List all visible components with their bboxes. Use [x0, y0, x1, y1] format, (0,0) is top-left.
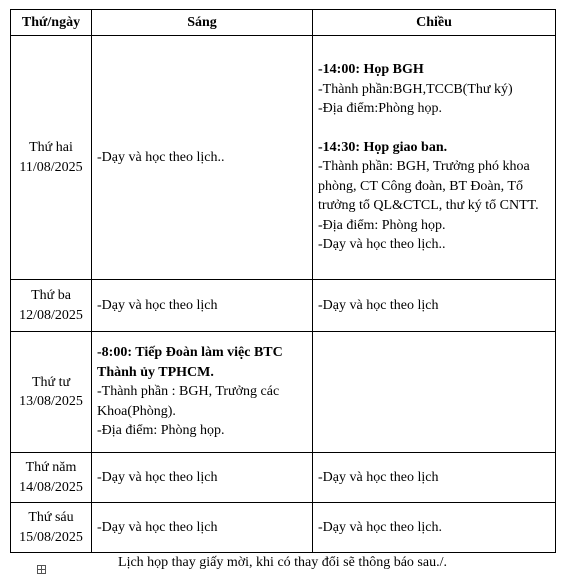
- day-name: Thứ tư: [31, 374, 71, 390]
- day-name: Thứ ba: [31, 288, 71, 303]
- meeting-place: -Địa điểm: Phòng họp.: [318, 217, 446, 233]
- afternoon-cell: [313, 332, 556, 453]
- header-row: [11, 10, 556, 36]
- day-date: 13/08/2025: [19, 394, 83, 409]
- footer-note: Lịch họp thay giấy mời, khi có thay đổi sẽ thông báo sau./.: [118, 555, 447, 570]
- morning-text: -Dạy và học theo lịch..: [97, 149, 225, 165]
- day-date: 15/08/2025: [19, 529, 83, 545]
- afternoon-cell: -Dạy và học theo lịch: [313, 280, 556, 332]
- day-cell: [11, 453, 92, 503]
- day-cell: [11, 280, 92, 332]
- morning-cell: [92, 332, 313, 453]
- afternoon-cell: -Dạy và học theo lịch: [313, 453, 556, 503]
- table-row: [11, 280, 556, 332]
- meeting-place: -Địa điểm:Phòng họp.: [318, 101, 443, 117]
- day-cell: [11, 503, 92, 553]
- meeting-title: -14:30: Họp giao ban.: [318, 139, 448, 155]
- day-date: 11/08/2025: [19, 159, 83, 175]
- morning-cell: [92, 36, 313, 280]
- day-date: 14/08/2025: [19, 479, 83, 495]
- table-row: [11, 332, 556, 453]
- table-move-handle-icon[interactable]: [37, 565, 46, 574]
- meeting-members: -Thành phần: BGH, Trưởng phó khoa phòng, CT Công đoàn, BT Đoàn, Tổ trưởng tổ QL&CTCL, thư ký tổ CNTT.: [318, 159, 539, 214]
- header-morning: Sáng: [92, 10, 313, 36]
- day-cell: [11, 36, 92, 280]
- table-row: [11, 453, 556, 503]
- meeting-title: -14:00: Họp BGH: [318, 62, 424, 78]
- day-name: Thứ hai: [29, 140, 73, 155]
- day-date: 12/08/2025: [19, 307, 83, 323]
- meeting-title: -8:00: Tiếp Đoàn làm việc BTC Thành ủy TPHCM.: [97, 345, 283, 380]
- spacer: [318, 119, 550, 138]
- schedule-table: [10, 9, 556, 553]
- header-day: Thứ/ngày: [11, 10, 92, 36]
- meeting-place: -Địa điểm: Phòng họp.: [97, 423, 225, 439]
- table-row: [11, 503, 556, 553]
- afternoon-cell: [313, 36, 556, 280]
- afternoon-cell: -Dạy và học theo lịch.: [313, 503, 556, 553]
- morning-cell: -Dạy và học theo lịch: [92, 280, 313, 332]
- afternoon-text: -Dạy và học theo lịch..: [318, 237, 446, 253]
- schedule-table-wrapper: [10, 9, 555, 553]
- table-row: [11, 36, 556, 280]
- meeting-members: -Thành phần : BGH, Trưởng các Khoa(Phòng).: [97, 384, 280, 419]
- header-afternoon: Chiều: [313, 10, 556, 36]
- day-name: Thứ năm: [25, 460, 77, 475]
- morning-cell: -Dạy và học theo lịch: [92, 453, 313, 503]
- meeting-members: -Thành phần:BGH,TCCB(Thư ký): [318, 81, 513, 97]
- day-name: Thứ sáu: [28, 510, 74, 525]
- morning-cell: -Dạy và học theo lịch: [92, 503, 313, 553]
- day-cell: [11, 332, 92, 453]
